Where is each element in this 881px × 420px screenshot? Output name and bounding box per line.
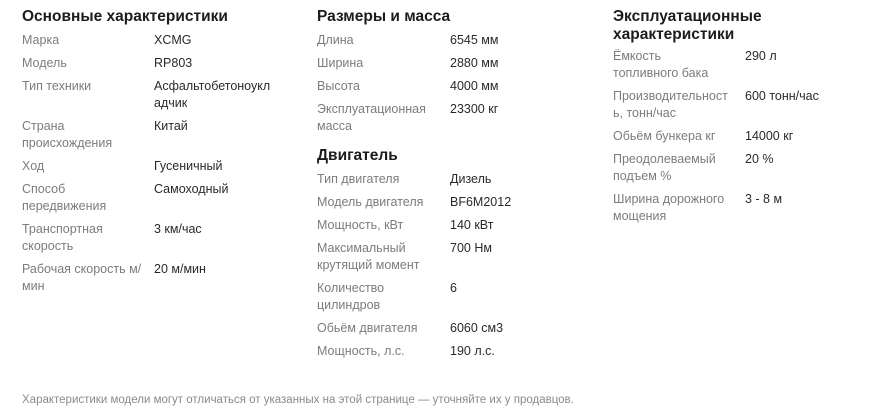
- spec-value: 6060 см3: [450, 321, 504, 335]
- spec-row: [317, 343, 587, 360]
- spec-value: 190 л.с.: [450, 344, 495, 358]
- spec-label: Количество цилиндров: [317, 281, 385, 312]
- spec-value: 600 тонн/час: [745, 89, 819, 103]
- spec-row: [22, 221, 292, 255]
- spec-row: [317, 101, 587, 135]
- engine-title: Двигатель: [317, 147, 398, 164]
- spec-label: Ширина: [317, 56, 364, 70]
- spec-label: Модель двигателя: [317, 195, 424, 209]
- spec-label: Модель: [22, 56, 67, 70]
- spec-row: [22, 181, 292, 215]
- spec-value: Асфальтобетоноукл адчик: [154, 79, 271, 110]
- spec-value: 700 Нм: [450, 241, 492, 255]
- spec-value: 6: [450, 281, 457, 295]
- spec-row: [613, 48, 873, 82]
- spec-row: [317, 171, 587, 188]
- spec-value: XCMG: [154, 33, 192, 47]
- spec-row: [22, 78, 292, 112]
- spec-row: [22, 118, 292, 152]
- spec-row: [317, 217, 587, 234]
- spec-value: 6545 мм: [450, 33, 499, 47]
- spec-row: [613, 151, 873, 185]
- spec-row: [317, 280, 587, 314]
- main-specs-title: Основные характеристики: [22, 8, 228, 25]
- spec-label: Обьём двигателя: [317, 321, 418, 335]
- spec-label: Транспортная скорость: [22, 222, 103, 253]
- disclaimer-footnote: Характеристики модели могут отличаться от указанных на этой странице — уточняйте их у продавцов.: [22, 394, 574, 406]
- spec-value: 140 кВт: [450, 218, 494, 232]
- spec-row: [317, 240, 587, 274]
- dimensions-title: Размеры и масса: [317, 8, 451, 25]
- spec-label: Тип двигателя: [317, 172, 400, 186]
- spec-label: Марка: [22, 33, 60, 47]
- spec-label: Эксплуатационная масса: [317, 102, 426, 133]
- spec-label: Ширина дорожного мощения: [613, 192, 725, 223]
- spec-value: 20 %: [745, 152, 774, 166]
- spec-row: [22, 55, 292, 72]
- spec-label: Преодолеваемый подъем %: [613, 152, 716, 183]
- spec-value: RP803: [154, 56, 193, 70]
- spec-row: [317, 78, 587, 95]
- spec-label: Производительность, тонн/час: [613, 89, 728, 120]
- spec-label: Мощность, л.с.: [317, 344, 405, 358]
- spec-value: Гусеничный: [154, 159, 223, 173]
- dimensions-engine-column: [317, 8, 587, 366]
- spec-value: Самоходный: [154, 182, 229, 196]
- spec-value: Дизель: [450, 172, 492, 186]
- spec-row: [22, 261, 292, 295]
- spec-row: [317, 32, 587, 49]
- spec-row: [613, 88, 873, 122]
- spec-row: [317, 320, 587, 337]
- spec-label: Страна происхождения: [22, 119, 113, 150]
- spec-label: Способ передвижения: [22, 182, 107, 213]
- spec-value: 20 м/мин: [154, 262, 206, 276]
- main-specs-column: [22, 8, 292, 301]
- operational-specs-column: [613, 8, 873, 231]
- spec-row: [613, 191, 873, 225]
- spec-row: [317, 55, 587, 72]
- spec-value: 3 - 8 м: [745, 192, 783, 206]
- spec-label: Мощность, кВт: [317, 218, 404, 232]
- spec-label: Ход: [22, 159, 45, 173]
- spec-value: 23300 кг: [450, 102, 499, 116]
- spec-value: 14000 кг: [745, 129, 794, 143]
- spec-label: Обьём бункера кг: [613, 129, 716, 143]
- spec-label: Высота: [317, 79, 360, 93]
- spec-value: 4000 мм: [450, 79, 499, 93]
- spec-row: [22, 32, 292, 49]
- spec-label: Длина: [317, 33, 354, 47]
- spec-value: 3 км/час: [154, 222, 202, 236]
- spec-value: BF6M2012: [450, 195, 512, 209]
- spec-row: [317, 194, 587, 211]
- spec-label: Ёмкость топливного бака: [613, 49, 709, 80]
- spec-value: Китай: [154, 119, 188, 133]
- spec-label: Рабочая скорость м/мин: [22, 262, 142, 293]
- spec-row: [613, 128, 873, 145]
- spec-value: 290 л: [745, 49, 777, 63]
- spec-value: 2880 мм: [450, 56, 499, 70]
- spec-label: Максимальный крутящий момент: [317, 241, 420, 272]
- operational-title: Эксплуатационные характеристики: [613, 8, 762, 43]
- spec-label: Тип техники: [22, 79, 92, 93]
- spec-row: [22, 158, 292, 175]
